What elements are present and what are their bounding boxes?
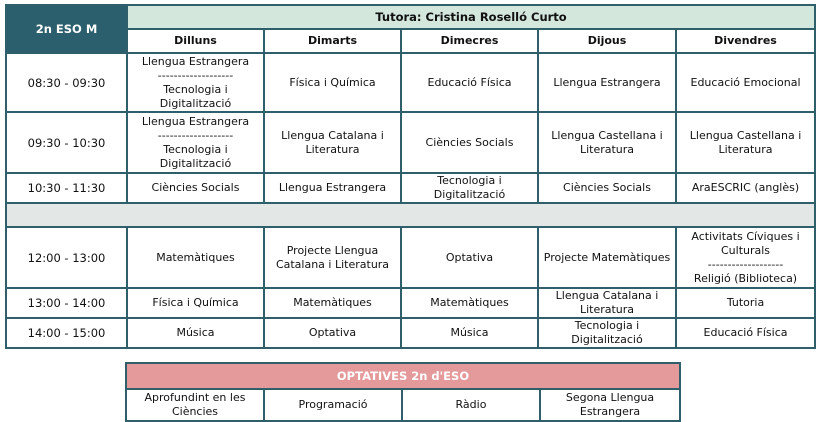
subject-cell xyxy=(538,173,676,203)
optatives-table xyxy=(125,362,681,422)
subject-cell xyxy=(676,112,815,173)
subject-name: Tecnologia i Digitalització xyxy=(433,174,506,201)
subject-name: Educació Física xyxy=(703,326,788,339)
day-header: Dijous xyxy=(538,29,676,53)
subject-cell xyxy=(676,288,815,318)
subject-name: Matemàtiques xyxy=(293,296,372,309)
subject-cell xyxy=(676,318,815,348)
subject-cell xyxy=(401,173,538,203)
optative-item: Aprofundint en les Ciències xyxy=(126,389,264,421)
optatives-row xyxy=(126,389,680,421)
subject-name: Educació Física xyxy=(427,75,512,89)
schedule-body xyxy=(6,53,815,348)
day-header: Dimarts xyxy=(264,29,401,53)
time-slot-row xyxy=(6,173,815,203)
subject-cell xyxy=(538,288,676,318)
subject-cell xyxy=(401,112,538,173)
subject-separator: ------------------- xyxy=(157,68,234,82)
break-row xyxy=(6,203,815,227)
subject-name: Ciències Socials xyxy=(151,181,240,194)
time-slot: 12:00 - 13:00 xyxy=(6,227,127,288)
subject-name: Matemàtiques xyxy=(156,250,235,264)
subject-name: Educació Emocional xyxy=(690,75,801,89)
subject-cell xyxy=(676,173,815,203)
subject-cell xyxy=(264,173,401,203)
subject-name: Llengua Castellana i Literatura xyxy=(551,128,663,156)
subject-cell xyxy=(264,227,401,288)
subject-cell xyxy=(676,53,815,112)
break-cell xyxy=(6,203,815,227)
subject-cell xyxy=(127,227,264,288)
time-slot-row xyxy=(6,318,815,348)
time-slot: 10:30 - 11:30 xyxy=(6,173,127,203)
subject-cell xyxy=(538,227,676,288)
subject-cell xyxy=(127,318,264,348)
subject-cell xyxy=(127,173,264,203)
subject-cell xyxy=(264,112,401,173)
optative-item: Ràdio xyxy=(402,389,540,421)
subject-cell xyxy=(264,318,401,348)
day-header: Divendres xyxy=(676,29,815,53)
subject-separator: ------------------- xyxy=(157,128,234,142)
subject-cell xyxy=(538,318,676,348)
optatives-title: OPTATIVES 2n d'ESO xyxy=(126,363,680,389)
time-slot-row xyxy=(6,227,815,288)
subject-name: Religió (Biblioteca) xyxy=(693,271,798,285)
optative-item: Segona Llengua Estrangera xyxy=(540,389,680,421)
subject-cell xyxy=(264,53,401,112)
schedule-table xyxy=(5,4,816,349)
subject-cell xyxy=(538,112,676,173)
subject-name: Física i Química xyxy=(289,75,376,89)
optative-item: Programació xyxy=(264,389,402,421)
subject-cell xyxy=(264,288,401,318)
subject-cell xyxy=(538,53,676,112)
time-slot-row xyxy=(6,53,815,112)
days-header-row xyxy=(6,29,815,53)
time-slot-row xyxy=(6,112,815,173)
subject-cell xyxy=(401,318,538,348)
subject-cell xyxy=(127,288,264,318)
day-header: Dilluns xyxy=(127,29,264,53)
time-slot: 13:00 - 14:00 xyxy=(6,288,127,318)
subject-separator: ------------------- xyxy=(707,257,784,271)
subject-name: Optativa xyxy=(445,250,494,264)
subject-name: Tecnologia i Digitalització xyxy=(571,319,643,346)
subject-name: Llengua Estrangera xyxy=(141,114,250,128)
subject-name: Tecnologia i Digitalització xyxy=(159,82,232,110)
subject-name: Llengua Castellana i Literatura xyxy=(689,128,802,156)
time-slot: 09:30 - 10:30 xyxy=(6,112,127,173)
tutor-header: Tutora: Cristina Roselló Curto xyxy=(127,5,815,29)
subject-name: Llengua Estrangera xyxy=(553,75,661,89)
subject-name: Llengua Catalana i Literatura xyxy=(281,128,384,156)
subject-cell xyxy=(401,53,538,112)
subject-cell xyxy=(127,53,264,112)
subject-cell xyxy=(676,227,815,288)
subject-name: Llengua Catalana i Literatura xyxy=(555,289,659,316)
subject-name: Tutoria xyxy=(726,296,765,309)
subject-cell xyxy=(401,227,538,288)
subject-name: Ciències Socials xyxy=(425,135,514,149)
subject-name: Música xyxy=(450,326,489,339)
time-slot: 14:00 - 15:00 xyxy=(6,318,127,348)
subject-cell xyxy=(401,288,538,318)
time-slot: 08:30 - 09:30 xyxy=(6,53,127,112)
subject-name: Física i Química xyxy=(152,296,239,309)
day-header: Dimecres xyxy=(401,29,538,53)
subject-name: Llengua Estrangera xyxy=(278,181,387,194)
subject-cell xyxy=(127,112,264,173)
subject-name: Tecnologia i Digitalització xyxy=(159,142,232,170)
subject-name: Ciències Socials xyxy=(563,181,651,194)
subject-name: Matemàtiques xyxy=(430,296,509,309)
time-slot-row xyxy=(6,288,815,318)
class-name: 2n ESO M xyxy=(6,5,127,53)
subject-name: AraESCRIC (anglès) xyxy=(691,181,800,194)
subject-name: Activitats Cíviques i Culturals xyxy=(691,229,800,257)
subject-name: Projecte Llengua Catalana i Literatura xyxy=(275,243,390,271)
subject-name: Música xyxy=(176,326,215,339)
subject-name: Llengua Estrangera xyxy=(141,54,250,68)
subject-name: Projecte Matemàtiques xyxy=(543,250,671,264)
subject-name: Optativa xyxy=(308,326,357,339)
